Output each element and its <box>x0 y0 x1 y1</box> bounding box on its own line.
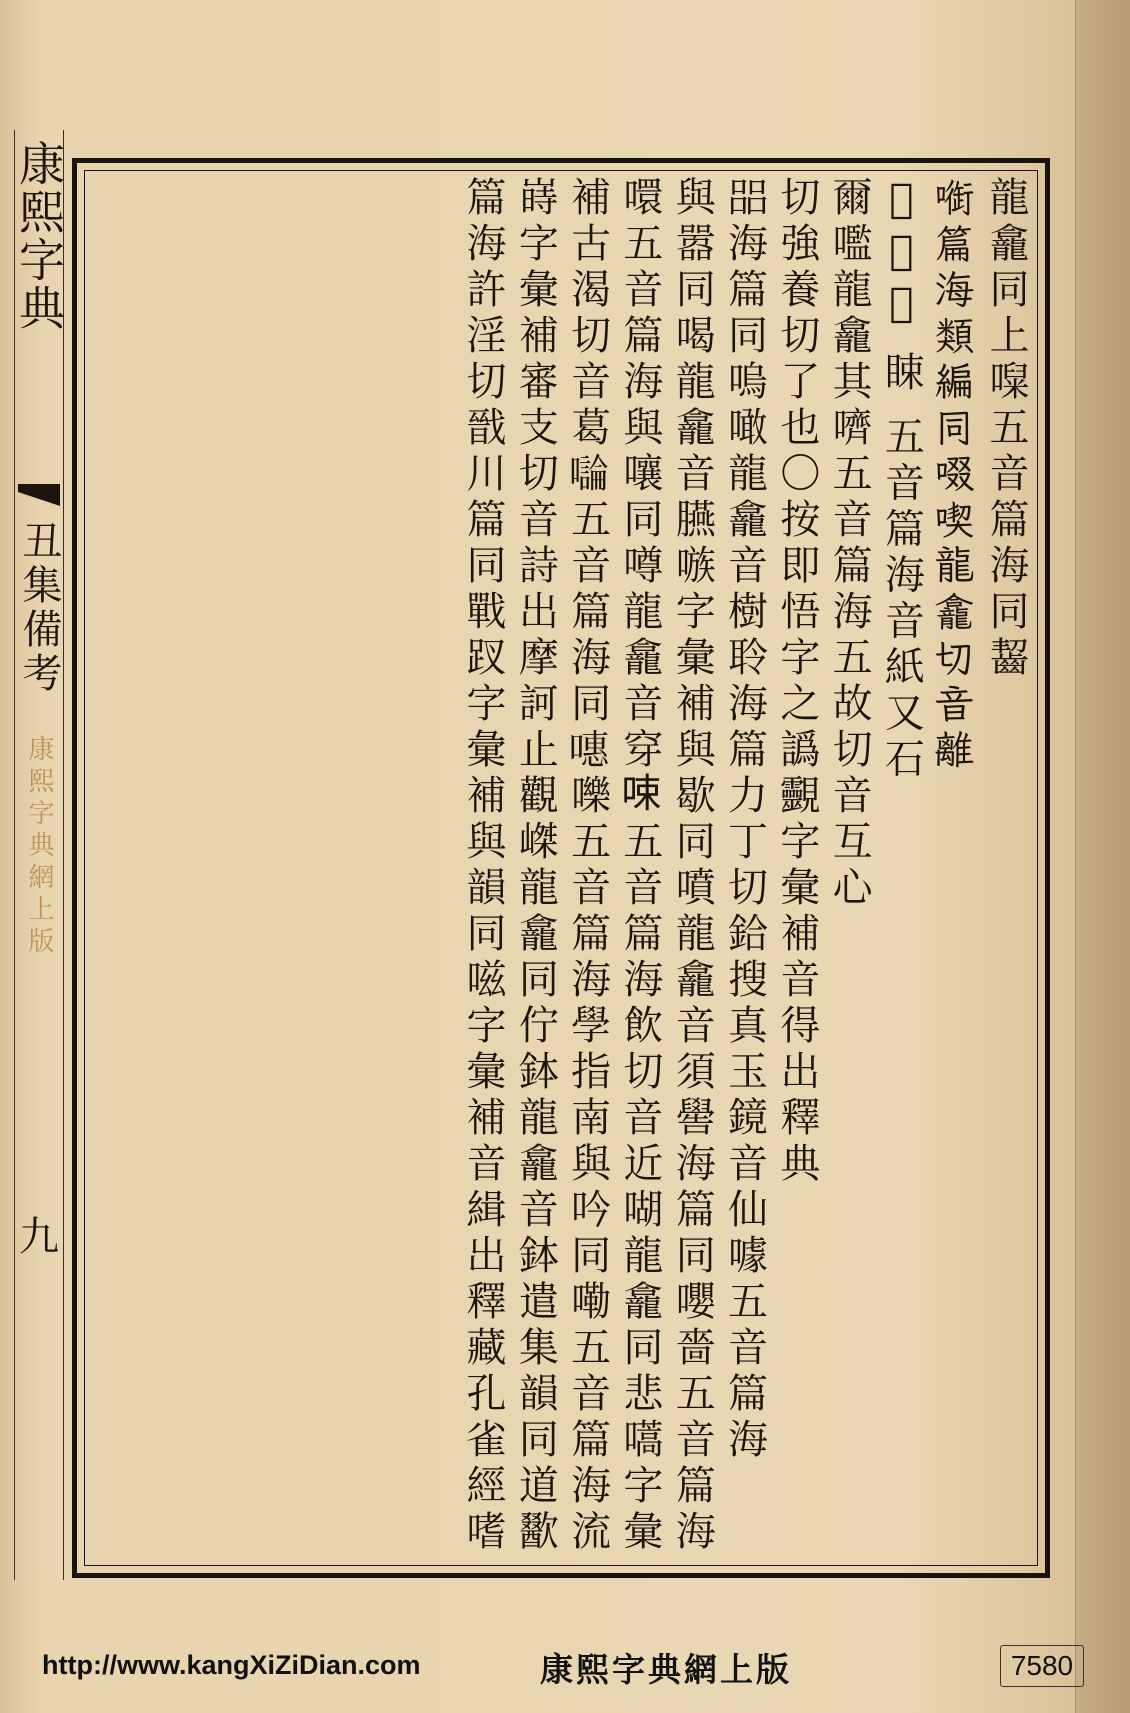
footer-website-link[interactable]: http://www.kangXiZiDian.com <box>42 1650 421 1680</box>
text-column-10: 嵵字彙補審支切音詩出摩訶止觀嵥龍龕同佇鉢龍龕音鉢遣集韻同道歠 <box>512 176 559 1556</box>
margin-watermark-stamp: 康熙字典網上版 <box>24 735 54 959</box>
text-column-11: 篇海許淫切戩川篇同戰䟕字彙補與韻同嗞字彙補音緝出釋藏孔雀經嗜 <box>460 176 507 1556</box>
fishtail-mark-icon <box>16 480 62 510</box>
text-column-6: 㗊海篇同嗚噉龍龕音樹聆海篇力丁切鉿搜真玉鏡音仙噱五音篇海 <box>721 176 768 1464</box>
footer-page-id: 7580 <box>1000 1645 1084 1687</box>
text-column-1: 龍龕同上㘀五音篇海同齧 <box>983 176 1029 682</box>
margin-section-title: 丑集備考 <box>16 520 62 696</box>
book-binding-edge <box>1075 0 1130 1713</box>
text-column-5: 切強養切了也〇按即悟字之譌䚖字彙補音得出釋典 <box>773 176 820 1188</box>
text-column-2: 𠾑篇海類編同啜喫龍龕切音離 <box>930 176 977 774</box>
margin-book-title: 康熙字典 <box>12 140 66 332</box>
margin-page-number: 九 <box>19 1214 59 1260</box>
text-column-4: 爾嚂龍龕其嚌五音篇海五故切音互心 <box>826 176 873 912</box>
dictionary-text-body <box>90 176 1032 1560</box>
footer-edition-title: 康熙字典網上版 <box>540 1650 792 1689</box>
text-column-8: 噮五音篇海與嚷同噂龍龕音穿𠲿五音篇海飲切音近㗅龍龕同悲嚆字彙 <box>616 176 663 1556</box>
text-column-7: 與嚣同喝龍龕音臙嗾字彙補與歇同噴龍龕音須嚳海篇同嚶嗇五音篇海 <box>669 176 716 1556</box>
text-column-3: 𡄜力夷 䀳 五音篇海音紙又石 <box>878 176 925 784</box>
text-column-9: 補古渴切音葛𡃝五音篇海同𠽡嚛五音篇海學指南與吟同嘞五音篇海流 <box>564 176 611 1556</box>
